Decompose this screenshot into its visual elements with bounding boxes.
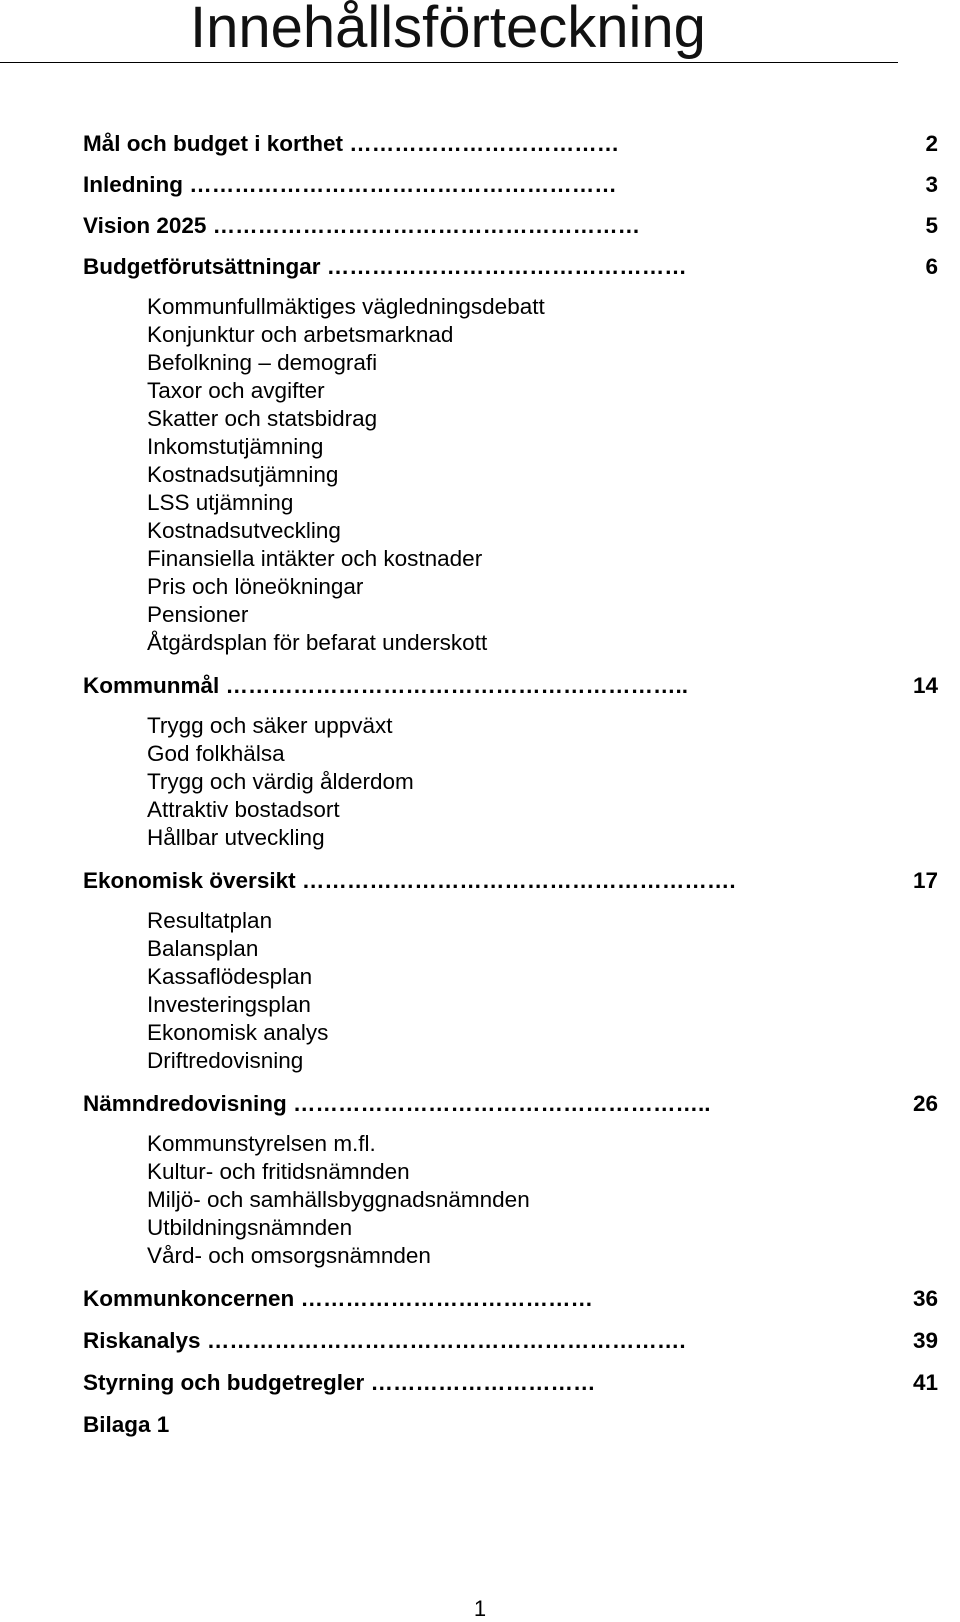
toc-entry-styrning[interactable] <box>83 1367 938 1399</box>
toc-entry-label: Riskanalys ………………………………………………………. <box>83 1328 686 1353</box>
toc-entry-label: Mål och budget i korthet ……………………………… <box>83 131 620 156</box>
toc-subentry[interactable]: Investeringsplan <box>147 992 311 1017</box>
toc-entry-bilaga-1[interactable] <box>83 1409 903 1441</box>
toc-entry-page: 6 <box>925 254 938 279</box>
toc-subentry[interactable]: Åtgärdsplan för befarat underskott <box>147 630 488 655</box>
toc-entry-page: 39 <box>912 1328 938 1353</box>
toc-subentry[interactable]: Konjunktur och arbetsmarknad <box>147 322 454 347</box>
toc-subentry[interactable]: Taxor och avgifter <box>147 378 325 403</box>
toc-entry-ekonomisk-oversikt[interactable] <box>83 865 938 897</box>
toc-subentry[interactable]: Inkomstutjämning <box>147 434 324 459</box>
toc-subentry[interactable]: Attraktiv bostadsort <box>147 797 340 822</box>
toc-subentry[interactable]: Vård- och omsorgsnämnden <box>147 1243 431 1268</box>
page-title: Innehållsförteckning <box>190 0 706 60</box>
toc-subentry[interactable]: Kultur- och fritidsnämnden <box>147 1159 410 1184</box>
toc-subentry[interactable]: Finansiella intäkter och kostnader <box>147 546 483 571</box>
toc-subentry[interactable]: Ekonomisk analys <box>147 1020 329 1045</box>
toc-subentry[interactable]: Kassaflödesplan <box>147 964 313 989</box>
toc-entry-page: 41 <box>912 1370 938 1395</box>
toc-entry-riskanalys[interactable] <box>83 1325 938 1357</box>
page-number: 1 <box>473 1596 487 1621</box>
toc-entry-kommunmal[interactable] <box>83 670 938 702</box>
toc-subentry[interactable]: Kommunstyrelsen m.fl. <box>147 1131 376 1156</box>
toc-subentry[interactable]: God folkhälsa <box>147 741 285 766</box>
toc-subentry[interactable]: Kostnadsutjämning <box>147 462 339 487</box>
toc-subentry[interactable]: Driftredovisning <box>147 1048 304 1073</box>
toc-entry-label: Kommunmål …………………………………………………….. <box>83 673 689 698</box>
toc-entry-page: 5 <box>925 213 938 238</box>
toc-subentry[interactable]: Resultatplan <box>147 908 273 933</box>
toc-entry-page: 26 <box>912 1091 938 1116</box>
toc-entry-label: Kommunkoncernen ………………………………… <box>83 1286 594 1311</box>
toc-entry-label: Ekonomisk översikt …………………………………………………. <box>83 868 736 893</box>
toc-subentry[interactable]: Befolkning – demografi <box>147 350 378 375</box>
toc-entry-budgetforutsattningar[interactable] <box>83 251 938 283</box>
toc-subentry[interactable]: Utbildningsnämnden <box>147 1215 353 1240</box>
toc-entry-inledning[interactable] <box>83 169 938 201</box>
toc-entry-label: Styrning och budgetregler ………………………… <box>83 1370 596 1395</box>
toc-subentry[interactable]: Pris och löneökningar <box>147 574 364 599</box>
toc-entry-label: Budgetförutsättningar ………………………………………… <box>83 254 687 279</box>
toc-entry-label: Inledning ………………………………………………… <box>83 172 617 197</box>
toc-subentry[interactable]: Balansplan <box>147 936 259 961</box>
toc-entry-label: Bilaga 1 <box>83 1412 170 1437</box>
toc-subentry[interactable]: Skatter och statsbidrag <box>147 406 378 431</box>
toc-entry-mal-och-budget[interactable] <box>83 128 938 160</box>
toc-entry-page: 2 <box>925 131 938 156</box>
toc-subentry[interactable]: Trygg och säker uppväxt <box>147 713 393 738</box>
toc-entry-label: Nämndredovisning ……………………………………………….. <box>83 1091 711 1116</box>
toc-entry-page: 17 <box>912 868 938 893</box>
toc-entry-kommunkoncernen[interactable] <box>83 1283 938 1315</box>
toc-subentry[interactable]: Kommunfullmäktiges vägledningsdebatt <box>147 294 545 319</box>
toc-subentry[interactable]: LSS utjämning <box>147 490 294 515</box>
toc-entry-vision-2025[interactable] <box>83 210 938 242</box>
toc-entry-page: 36 <box>912 1286 938 1311</box>
toc-subentry[interactable]: Miljö- och samhällsbyggnadsnämnden <box>147 1187 530 1212</box>
title-divider <box>0 62 898 63</box>
toc-entry-page: 3 <box>925 172 938 197</box>
toc-subentry[interactable]: Trygg och värdig ålderdom <box>147 769 414 794</box>
toc-subentry[interactable]: Kostnadsutveckling <box>147 518 341 543</box>
toc-entry-namndredovisning[interactable] <box>83 1088 938 1120</box>
toc-subentry[interactable]: Hållbar utveckling <box>147 825 325 850</box>
toc-entry-label: Vision 2025 ………………………………………………… <box>83 213 641 238</box>
toc-subentry[interactable]: Pensioner <box>147 602 249 627</box>
toc-entry-page: 14 <box>912 673 938 698</box>
